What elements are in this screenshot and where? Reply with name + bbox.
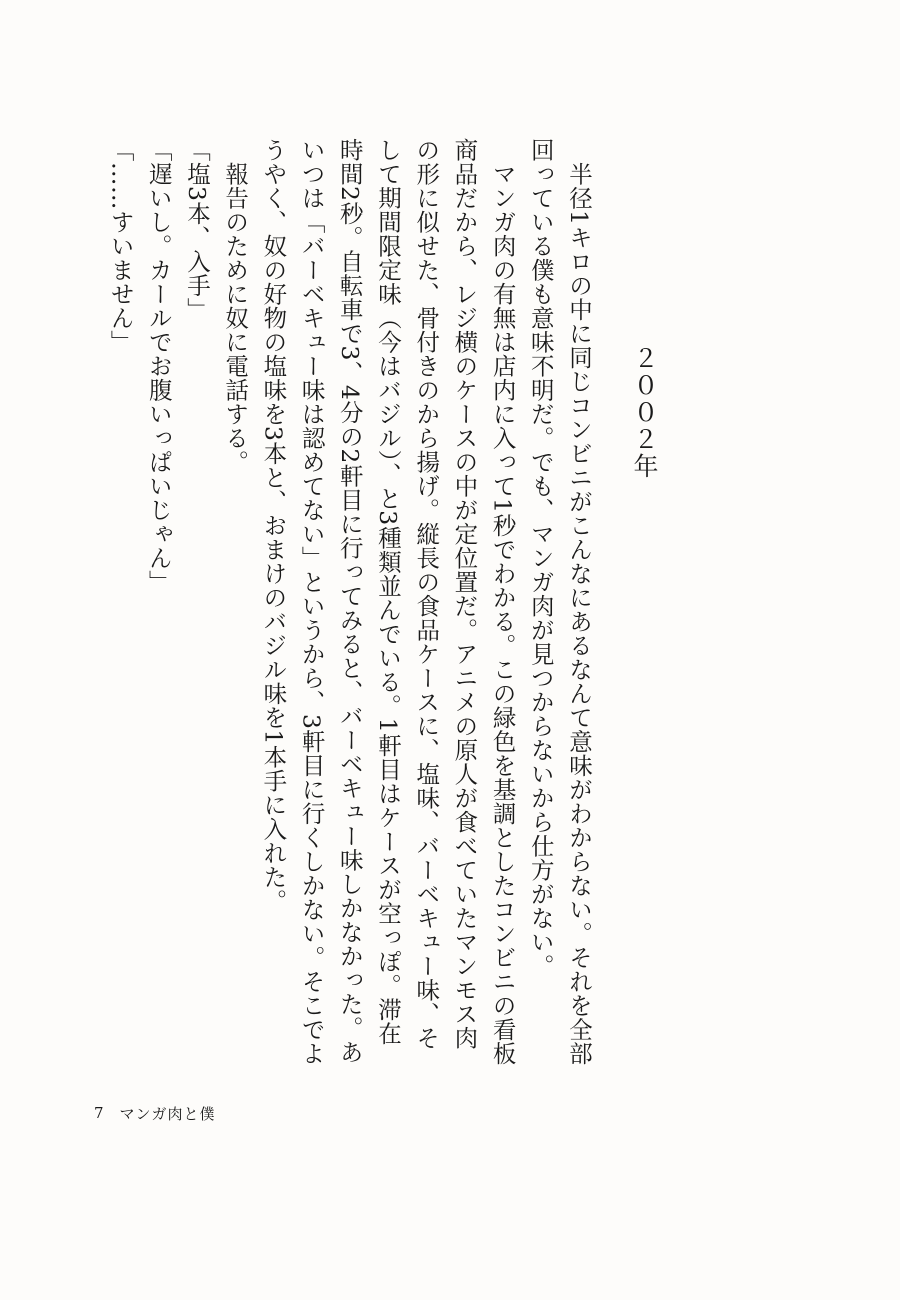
page-footer <box>94 1098 216 1128</box>
paragraph: 半径1キロの中に同じコンビニがこんなにあるなんて意味がわからない。それを全部回っている僕も意味不明だ。でも、マンガ肉が見つからないから仕方がない。 <box>526 138 593 1065</box>
paragraph: 報告のために奴に電話する。 <box>221 161 250 474</box>
paragraph: マンガ肉の有無は店内に入って1秒でわかる。この緑色を基調としたコンビニの看板商品だから、レジ横のケースの中が定位置だ。アニメの原人が食べていたマンモス肉の形に似せた、骨付きのから揚げ。縦長の食品ケースに、塩味、バーベキュー味、そして期間限定味（今はバジル）、と3種類並んでいる。1軒目はケースが空っぽ。滞在時間2秒。自転車で3、4分の2軒目に行ってみると、バーベキュー味しかなかった。あいつは「バーベキュー味は認めてない」というから、3軒目に行くしかない。そこでようやく、奴の好物の塩味を3本と、おまけのバジル味を1本手に入れた。 <box>259 138 517 1066</box>
running-head: マンガ肉と僕 <box>119 1104 216 1123</box>
body-text <box>101 138 598 1068</box>
page-number: 7 <box>94 1104 104 1122</box>
chapter-title: ２００２年 <box>630 345 659 480</box>
dialogue-line: 「遅いし。カールでお腹いっぱいじゃん」 <box>144 138 173 594</box>
dialogue-line: 「塩3本、入手」 <box>182 138 211 322</box>
dialogue-line: 「……すいません」 <box>106 138 135 354</box>
